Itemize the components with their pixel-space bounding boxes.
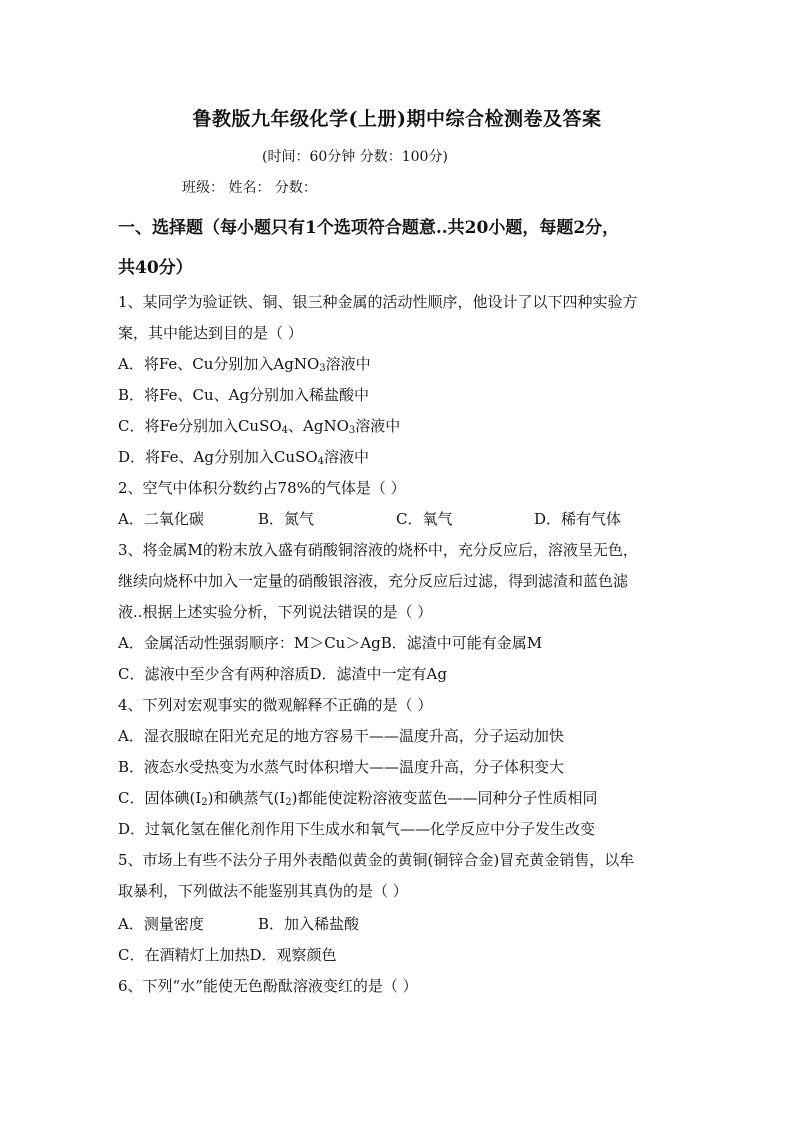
question-2-option-c: C．氧气 xyxy=(396,510,453,528)
exam-info: (时间：60分钟 分数：100分) xyxy=(262,149,448,165)
question-5-stem-cont: 取暴利，下列做法不能鉴别其真伪的是（ ） xyxy=(118,882,408,900)
student-info: 班级： 姓名： 分数： xyxy=(182,180,317,196)
question-1-option-b: B．将Fe、Cu、Ag分别加入稀盐酸中 xyxy=(118,386,370,404)
page-title: 鲁教版九年级化学(上册)期中综合检测卷及答案 xyxy=(192,108,602,130)
question-1-stem: 1、某同学为验证铁、铜、银三种金属的活动性顺序，他设计了以下四种实验方 xyxy=(118,293,638,311)
question-5-option-b: B．加入稀盐酸 xyxy=(258,915,360,933)
question-4-option-d: D．过氧化氢在催化剂作用下生成水和氧气——化学反应中分子发生改变 xyxy=(118,820,596,838)
question-2-stem: 2、空气中体积分数约占78%的气体是（ ） xyxy=(118,479,406,497)
question-2-option-a: A．二氧化碳 xyxy=(118,510,204,528)
question-4-option-b: B．液态水受热变为水蒸气时体积增大——温度升高，分子体积变大 xyxy=(118,758,565,776)
section-heading: 一、选择题（每小题只有1个选项符合题意..共20小题，每题2分， xyxy=(118,218,620,238)
question-4-option-a: A．湿衣服晾在阳光充足的地方容易干——温度升高，分子运动加快 xyxy=(118,727,564,745)
question-1-stem-cont: 案，其中能达到目的是（ ） xyxy=(118,324,303,342)
question-3-options-ab: A．金属活动性强弱顺序：M＞Cu＞AgB．滤渣中可能有金属M xyxy=(118,634,543,652)
question-3-stem-cont-2: 液..根据上述实验分析，下列说法错误的是（ ） xyxy=(118,603,433,621)
question-1-option-c: C．将Fe分别加入CuSO$_4$、AgNO$_3$溶液中 xyxy=(118,417,401,436)
question-6-stem: 6、下列“水”能使无色酚酞溶液变红的是（ ） xyxy=(118,977,418,995)
question-2-option-b: B．氮气 xyxy=(258,510,315,528)
section-heading-cont: 共40分） xyxy=(118,258,193,278)
question-3-stem-cont: 继续向烧杯中加入一定量的硝酸银溶液，充分反应后过滤，得到滤渣和蓝色滤 xyxy=(118,572,629,590)
question-4-stem: 4、下列对宏观事实的微观解释不正确的是（ ） xyxy=(118,696,433,714)
question-1-option-d: D．将Fe、Ag分别加入CuSO$_4$溶液中 xyxy=(118,448,370,467)
question-1-option-a: A．将Fe、Cu分别加入AgNO$_3$溶液中 xyxy=(118,355,371,374)
question-5-stem: 5、市场上有些不法分子用外表酷似黄金的黄铜(铜锌合金)冒充黄金销售，以牟 xyxy=(118,851,635,869)
question-3-stem: 3、将金属M的粉末放入盛有硝酸铜溶液的烧杯中，充分反应后，溶液呈无色， xyxy=(118,541,638,559)
question-2-option-d: D．稀有气体 xyxy=(534,510,622,528)
question-4-option-c: C．固体碘$(I_2)$和碘蒸气$(I_2)$都能使淀粉溶液变蓝色——同种分子性质相同 xyxy=(118,789,598,808)
question-5-option-a: A．测量密度 xyxy=(118,915,204,933)
question-3-options-cd: C．滤液中至少含有两种溶质D．滤渣中一定有Ag xyxy=(118,665,447,683)
question-5-options-cd: C．在酒精灯上加热D．观察颜色 xyxy=(118,946,337,964)
